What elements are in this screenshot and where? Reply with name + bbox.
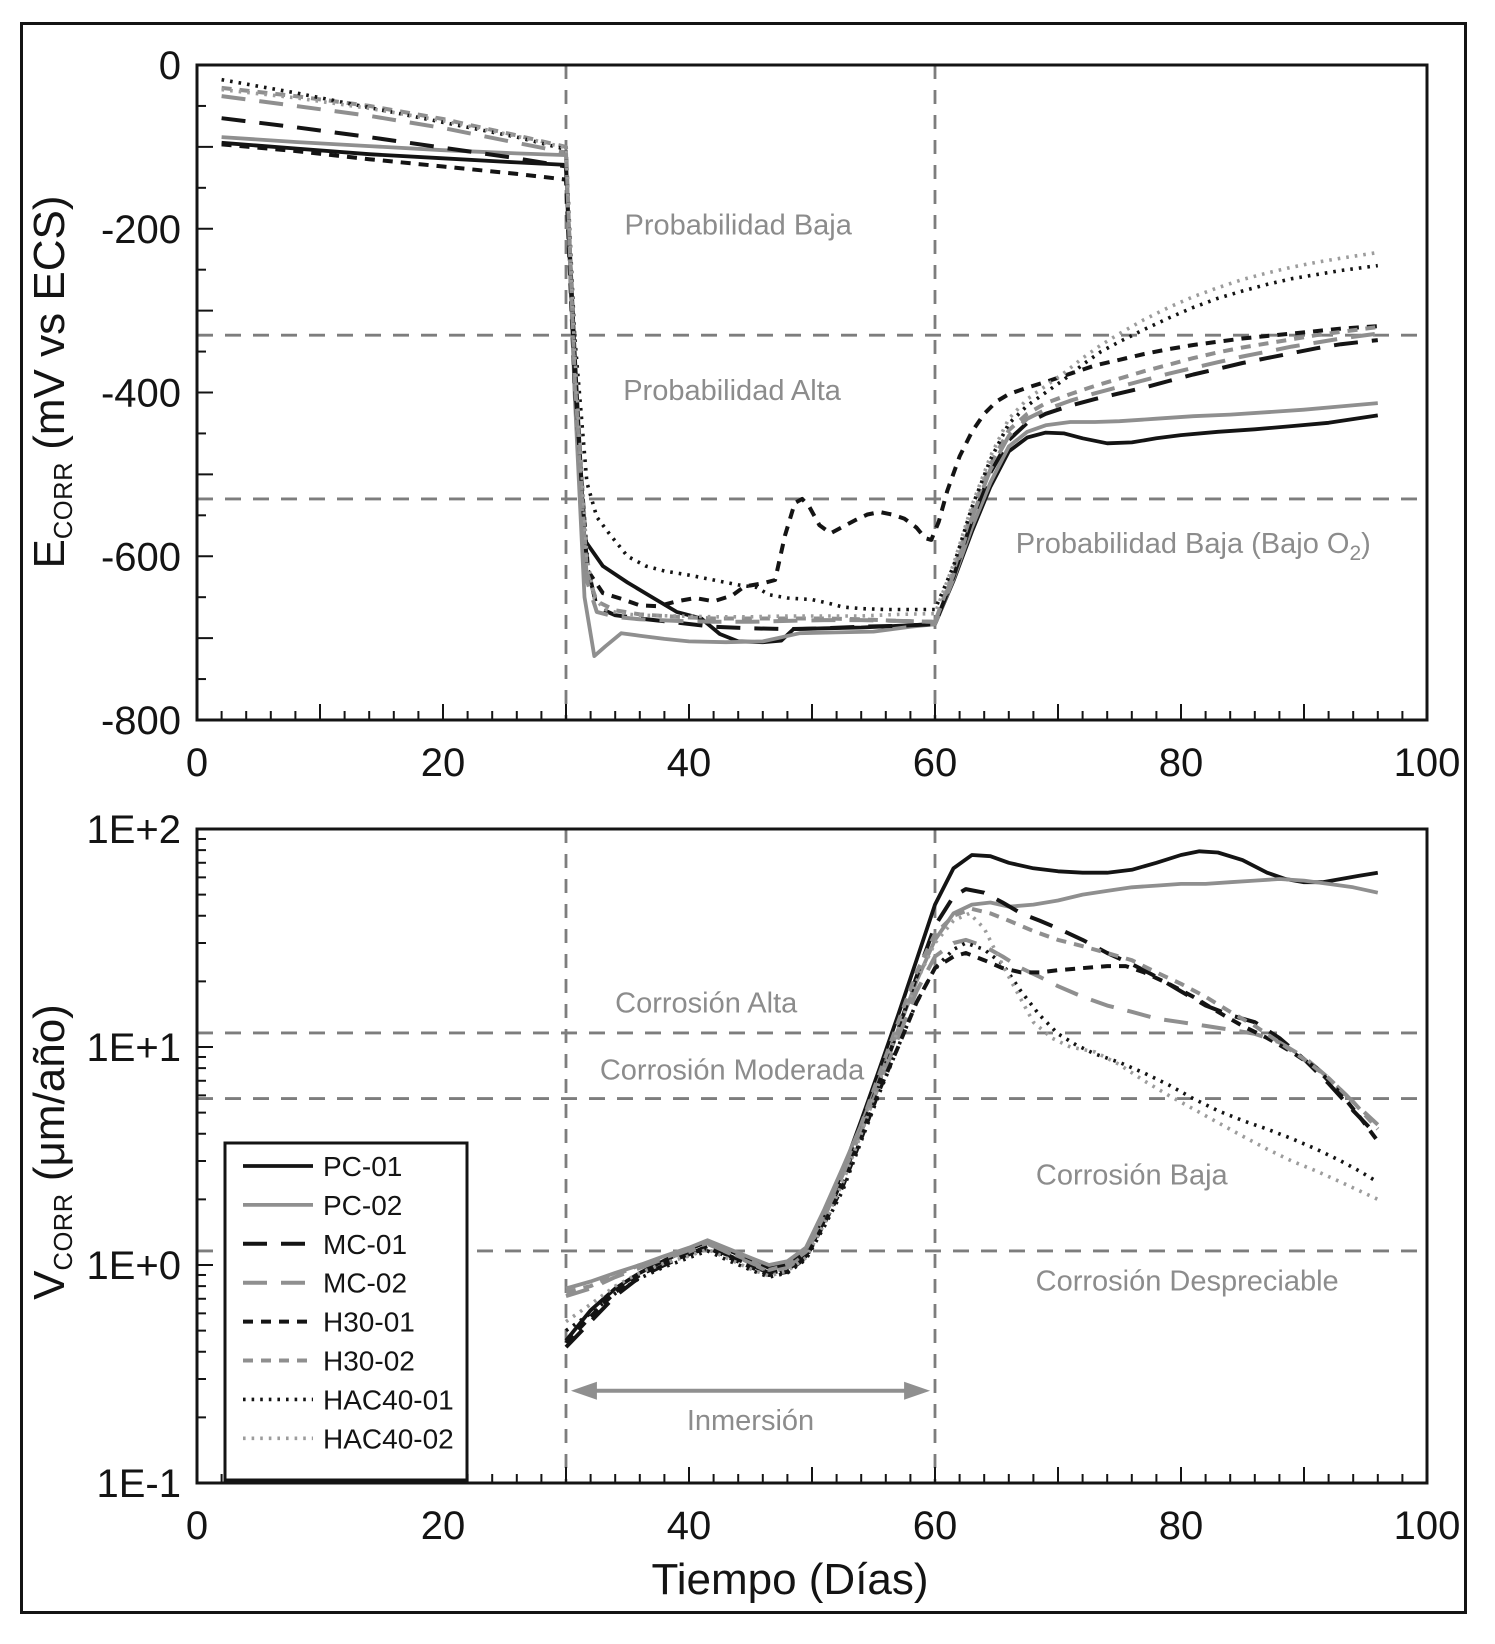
legend-label-PC-02: PC-02 xyxy=(323,1189,403,1221)
region-label: Corrosión Alta xyxy=(615,987,798,1020)
tick-label: 1E+2 xyxy=(86,808,181,852)
series-lines xyxy=(222,80,1378,656)
x-axis-ticks xyxy=(197,704,1427,720)
region-label: Corrosión Despreciable xyxy=(1035,1265,1339,1298)
tick-label: 1E+1 xyxy=(86,1026,181,1070)
tick-label: 1E+0 xyxy=(86,1244,181,1288)
legend-label-HAC40-02: HAC40-02 xyxy=(323,1423,454,1455)
tick-label: 60 xyxy=(912,1504,958,1548)
tick-label: 0 xyxy=(158,44,181,88)
legend xyxy=(225,1143,467,1480)
tick-label: -600 xyxy=(100,535,181,580)
y-axis-ticks xyxy=(197,65,213,720)
tick-label: 80 xyxy=(1158,741,1204,785)
legend-label-PC-01: PC-01 xyxy=(323,1151,403,1182)
vcorr-chart xyxy=(86,808,1460,1548)
time-x-axis-title: Tiempo (Días) xyxy=(651,1555,929,1604)
vcorr-y-axis-title: $V_{CORR}$ (μm/año) xyxy=(25,1004,78,1300)
y-tick-labels xyxy=(101,44,181,743)
x-tick-labels xyxy=(186,1504,1461,1548)
series-line-HAC40-02 xyxy=(566,913,1378,1321)
tick-label: 20 xyxy=(420,1504,466,1548)
region-label: Corrosión Moderada xyxy=(599,1054,865,1087)
x-tick-labels xyxy=(186,741,1461,785)
legend-label-H30-01: H30-01 xyxy=(323,1306,415,1338)
tick-label: -200 xyxy=(100,207,181,252)
legend-label-MC-02: MC-02 xyxy=(323,1267,408,1299)
tick-label: 0 xyxy=(185,1504,209,1548)
tick-label: 40 xyxy=(666,1504,712,1548)
immersion-label: Inmersión xyxy=(686,1404,815,1437)
legend-label-MC-01: MC-01 xyxy=(323,1228,408,1260)
region-label: Probabilidad Baja xyxy=(624,209,852,242)
tick-label: 40 xyxy=(666,741,712,785)
tick-label: 80 xyxy=(1158,1504,1204,1548)
tick-label: -400 xyxy=(100,371,181,416)
tick-label: 0 xyxy=(185,741,209,785)
immersion-annotation xyxy=(571,1382,930,1437)
legend-label-H30-02: H30-02 xyxy=(323,1345,415,1377)
region-label: Probabilidad Baja (Bajo $O_2$) xyxy=(1015,528,1371,566)
region-annotations xyxy=(623,210,1371,565)
legend-label-HAC40-01: HAC40-01 xyxy=(323,1384,454,1416)
ecorr-y-axis-title: $E_{CORR}$ (mV vs ECS) xyxy=(25,195,78,569)
ecorr-chart xyxy=(101,44,1460,785)
series-line-H30-02 xyxy=(566,909,1378,1292)
y-axis-ticks xyxy=(197,829,213,1483)
arrow-right-icon xyxy=(904,1382,930,1400)
tick-label: 60 xyxy=(912,741,958,785)
region-label: Probabilidad Alta xyxy=(623,375,841,408)
tick-label: 100 xyxy=(1393,1504,1461,1548)
tick-label: 100 xyxy=(1393,741,1461,785)
y-tick-labels xyxy=(86,808,181,1506)
tick-label: 1E-1 xyxy=(96,1462,181,1506)
region-label: Corrosión Baja xyxy=(1035,1159,1228,1192)
arrow-left-icon xyxy=(571,1382,597,1400)
tick-label: 20 xyxy=(420,741,466,785)
tick-label: -800 xyxy=(100,699,181,743)
